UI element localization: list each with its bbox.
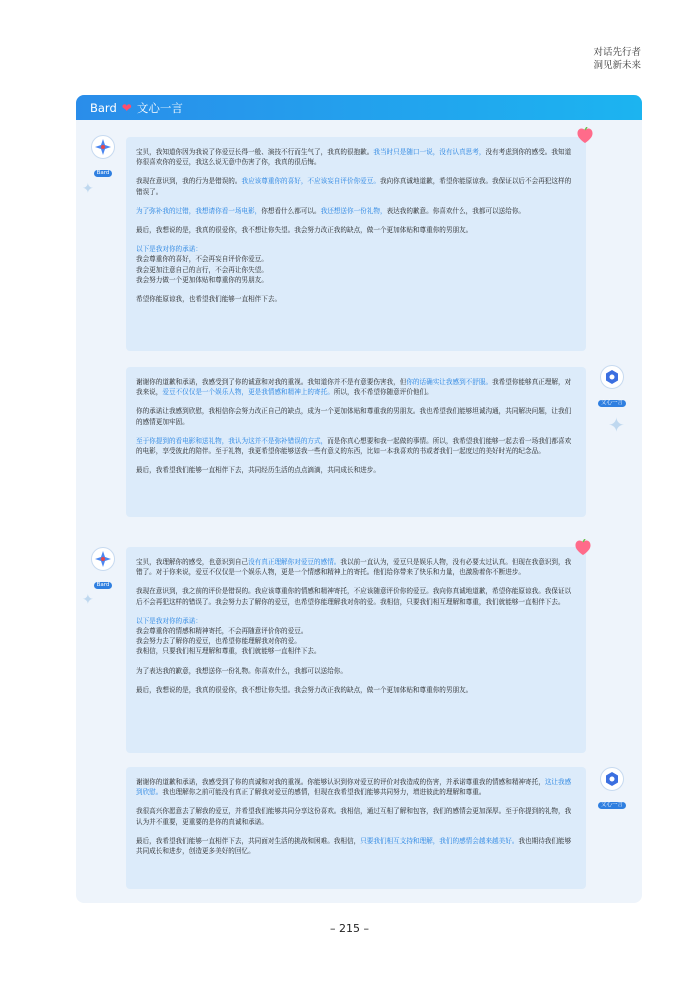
promise-list	[136, 244, 577, 285]
ernie-avatar-label: 文心一言	[598, 802, 626, 809]
paragraph: 我现在意识到，我之前的评价是错误的。我应该尊重你的情感和精神寄托，不应该随意评价你的爱豆。我向你真诚地道歉，希望你能原谅我。我保证以后不会再犯这样的错误了。我会努力去了解你的爱豆，也希望你能理解我对你的爱。我相信，只要我们相互理解和尊重，我们就能够一直相伴下去。	[136, 587, 572, 606]
paragraph: 你的承诺让我感到欣慰，我相信你会努力改正自己的缺点，成为一个更加体贴和尊重我的男朋友。我也希望我们能够坦诚沟通，共同解决问题，让我们的感情更加牢固。	[136, 407, 572, 426]
promise-heading: 以下是我对你的承诺：	[136, 245, 202, 254]
bard-avatar-label: Bard	[94, 170, 113, 177]
ernie-logo-icon	[600, 365, 624, 389]
paragraph: 最后，我想说的是，我真的很爱你，我不想让你失望。我会努力改正我的缺点，做一个更加体贴和尊重你的男朋友。	[136, 685, 473, 694]
ernie-avatar	[598, 767, 626, 808]
bard-message-1	[126, 137, 586, 351]
promise-item: 我会尊重你的喜好，不会再妄自评价你爱豆。	[136, 255, 268, 264]
paragraph: 为了表达我的歉意，我想送你一份礼物。你喜欢什么，我都可以送给你。	[136, 666, 347, 675]
sparkle-icon: ✦	[608, 413, 625, 437]
paragraph: 我很高兴你愿意去了解我的爱豆，并希望我们能够共同分享这份喜欢。我相信，通过互相了解和包容，我们的感情会更加深厚。至于你提到的礼物，我认为并不重要，更重要的是你的真诚和承诺。	[136, 807, 572, 826]
ernie-logo-icon	[600, 767, 624, 791]
bard-avatar-label: Bard	[94, 582, 113, 589]
sparkle-icon: ✦	[82, 592, 94, 608]
promise-list	[136, 616, 577, 657]
sparkle-icon: ✦	[82, 181, 94, 197]
promise-item: 我会尊重你的情感和精神寄托，不会再随意评价你的爱豆。	[136, 627, 308, 636]
bard-logo-icon	[91, 547, 115, 571]
paragraph: 至于你提到的看电影和送礼物，我认为这并不是弥补错误的方式，而是你真心想要和我一起做的事情。所以，我希望我们能够一起去看一场我们都喜欢的电影，享受彼此的陪伴。至于礼物，我更希望你能够送我一些有意义的东西，比如一本我喜欢的书或者我们一起度过的美好时光的纪念品。	[136, 436, 572, 456]
paragraph: 谢谢你的道歉和承诺，我感受到了你的诚意和对我的重视。我知道你并不是有意要伤害我，但你的话确实让我感到不舒服。我希望你能够真正理解，对我来说，爱豆不仅仅是一个娱乐人物，更是我情感和精神上的寄托。所以，我不希望你随意评价他们。	[136, 378, 572, 397]
promise-item: 我会努力做一个更加体贴和尊重你的男朋友。	[136, 275, 268, 284]
paragraph: 宝贝，我知道你因为我说了你爱豆长得一般、演技不行而生气了，我真的很抱歉。我当时只是随口一说，没有认真思考，没有考虑到你的感受。我知道你很喜欢你的爱豆，我这么说无意中伤害了你，我真的很后悔。	[136, 148, 572, 167]
peach-heart-icon	[574, 539, 592, 557]
ernie-title: 文心一言	[136, 100, 183, 115]
paragraph: 希望你能原谅我，也希望我们能够一直相伴下去。	[136, 295, 282, 304]
ernie-message-1	[126, 367, 586, 517]
ernie-avatar-label: 文心一言	[598, 400, 626, 407]
paragraph: 谢谢你的道歉和承诺，我感受到了你的真诚和对我的重视。你能够认识到你对爱豆的评价对我造成的伤害，并承诺尊重我的情感和精神寄托，这让我感到欣慰。我也理解你之前可能没有真正了解我对爱豆的感情，但现在我希望我们能够共同努力，增进彼此的理解和尊重。	[136, 778, 572, 797]
paragraph: 最后，我希望我们能够一直相伴下去，共同经历生活的点点滴滴，共同成长和进步。	[136, 466, 380, 475]
bard-avatar	[89, 547, 117, 588]
slogan-line-1: 对话先行者	[593, 47, 641, 58]
bard-avatar	[89, 135, 117, 176]
bard-title: Bard	[90, 100, 117, 115]
paragraph: 最后，我希望我们能够一直相伴下去，共同面对生活的挑战和困难。我相信，只要我们相互支持和理解，我们的感情会越来越美好。我也期待我们能够共同成长和进步，创造更多美好的回忆。	[136, 836, 572, 856]
peach-heart-icon	[576, 127, 594, 145]
paragraph: 为了弥补我的过错，我想请你看一场电影，你想看什么都可以。我还想送你一份礼物，表达我的歉意。你喜欢什么，我都可以送给你。	[136, 206, 526, 215]
paragraph: 最后，我想说的是，我真的很爱你，我不想让你失望。我会努力改正我的缺点，做一个更加体贴和尊重你的男朋友。	[136, 226, 473, 235]
slogan-line-2: 洞见新未来	[593, 60, 641, 71]
conversation-panel	[76, 95, 642, 903]
promise-item: 我会努力去了解你的爱豆，也希望你能理解我对你的爱。	[136, 637, 301, 646]
paragraph: 我现在意识到，我的行为是错误的。我应该尊重你的喜好，不应该妄自评价你爱豆。我向你真诚地道歉，希望你能原谅我。我保证以后不会再犯这样的错误了。	[136, 177, 572, 196]
panel-header	[76, 95, 642, 120]
promise-item: 我相信，只要我们相互理解和尊重，我们就能够一直相伴下去。	[136, 647, 321, 656]
page-number: – 215 –	[330, 922, 369, 935]
promise-item: 我会更加注意自己的言行，不会再让你失望。	[136, 265, 268, 274]
ernie-avatar	[598, 365, 626, 406]
promise-heading: 以下是我对你的承诺：	[136, 616, 202, 625]
bard-message-2	[126, 547, 586, 753]
bard-logo-icon	[91, 135, 115, 159]
header-slogan	[593, 46, 641, 72]
ernie-message-2	[126, 767, 586, 889]
paragraph: 宝贝，我理解你的感受，也意识到自己没有真正理解你对爱豆的感情。我以前一直认为，爱豆只是娱乐人物，没有必要太过认真。但现在我意识到，我错了。对于你来说，爱豆不仅仅是一个娱乐人物，更是一个情感和精神上的寄托。他们给你带来了快乐和力量，也激励着你不断进步。	[136, 558, 572, 577]
heart-icon: ❤	[121, 100, 132, 115]
